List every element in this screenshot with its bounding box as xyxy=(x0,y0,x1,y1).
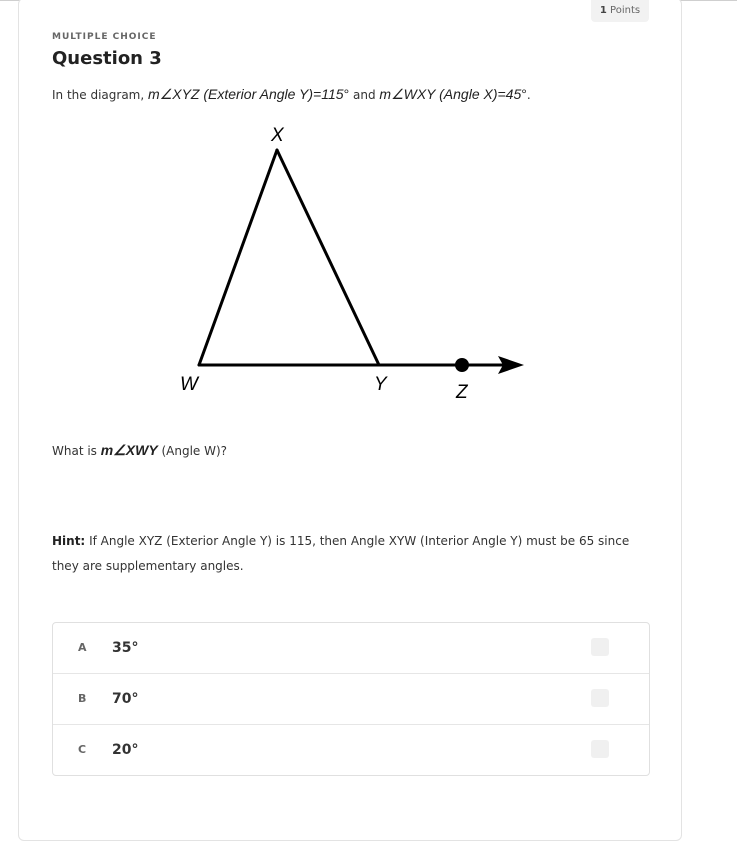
choice-checkbox[interactable] xyxy=(591,689,609,707)
answer-choices xyxy=(52,622,650,776)
prompt-math-2-text: m∠WXY (Angle X)=45 xyxy=(379,86,522,102)
prompt-degree-1: ° xyxy=(343,86,350,102)
points-badge xyxy=(591,0,649,22)
hint-text: If Angle XYZ (Exterior Angle Y) is 115, then Angle XYW (Interior Angle Y) must be 65 since they are supplementary angles. xyxy=(52,534,630,573)
vertex-label-z: Z xyxy=(456,382,468,403)
segment-wx xyxy=(199,150,277,365)
choice-value: 70° xyxy=(112,691,139,707)
choice-value: 35° xyxy=(112,640,139,656)
choice-letter: C xyxy=(78,743,87,756)
triangle-lines xyxy=(199,150,505,365)
choice-checkbox[interactable] xyxy=(591,638,609,656)
ask-suffix: (Angle W)? xyxy=(161,444,228,458)
triangle-diagram xyxy=(170,120,550,410)
question-type-label: MULTIPLE CHOICE xyxy=(52,32,157,42)
hint-label: Hint: xyxy=(52,534,86,548)
segment-xy xyxy=(277,150,379,365)
choice-value: 20° xyxy=(112,742,139,758)
prompt-math-1-text: m∠XYZ (Exterior Angle Y)=115 xyxy=(148,86,344,102)
point-z-dot xyxy=(455,358,469,372)
question-title: Question 3 xyxy=(52,48,162,69)
prompt-degree-2: ° xyxy=(521,86,527,102)
question-ask xyxy=(52,442,227,459)
prompt-and: and xyxy=(353,88,376,102)
prompt-end: . xyxy=(526,88,531,102)
vertex-label-x: X xyxy=(271,125,284,146)
ask-intro: What is xyxy=(52,444,97,458)
choice-c[interactable] xyxy=(53,725,649,775)
vertex-label-y: Y xyxy=(374,374,387,395)
vertex-label-w: W xyxy=(180,374,198,395)
prompt-intro: In the diagram, xyxy=(52,88,145,102)
choice-checkbox[interactable] xyxy=(591,740,609,758)
prompt-math-angle-x xyxy=(379,86,526,102)
ask-math: m∠XWY xyxy=(100,442,158,458)
choice-letter: B xyxy=(78,692,87,705)
choice-a[interactable] xyxy=(53,623,649,674)
choice-b[interactable] xyxy=(53,674,649,725)
prompt-math-exterior-angle xyxy=(148,86,349,102)
points-value: 1 xyxy=(599,5,607,16)
points-label: Points xyxy=(610,5,641,16)
question-prompt xyxy=(52,86,531,103)
hint xyxy=(52,529,632,579)
choice-letter: A xyxy=(78,641,87,654)
